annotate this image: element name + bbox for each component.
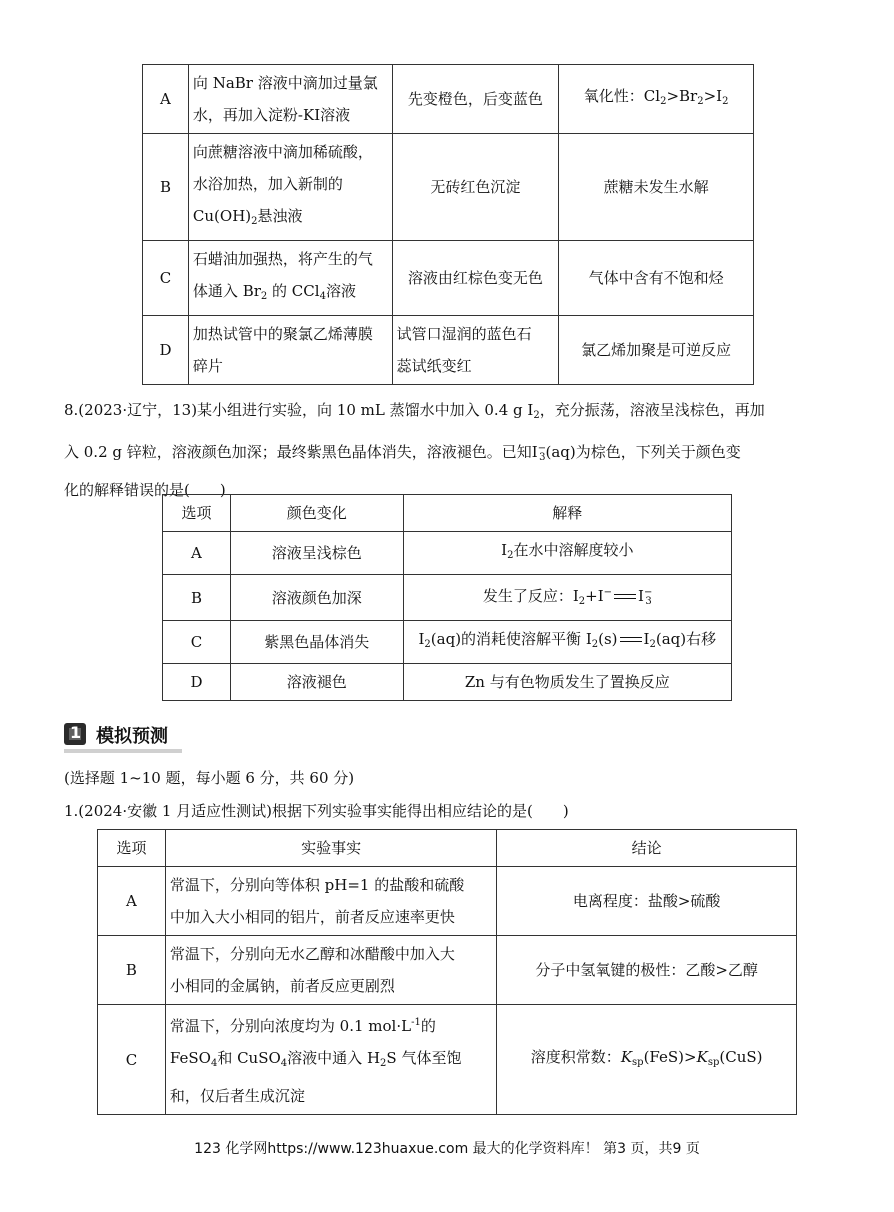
cell-text: (FeS)>	[643, 1047, 697, 1066]
operation-cell	[188, 316, 392, 385]
cell-line: 蕊试纸变红	[396, 357, 472, 375]
table-2	[162, 494, 732, 701]
cell-text: 的	[420, 1017, 436, 1035]
color-cell: 溶液颜色加深	[230, 575, 403, 621]
cell-text: K	[620, 1047, 633, 1066]
option-cell: B	[163, 575, 231, 621]
option-cell: D	[143, 316, 189, 385]
option-cell: A	[163, 532, 231, 575]
cell-text: (CuS)	[719, 1047, 763, 1066]
cell-text: I	[638, 587, 644, 605]
conclusion-cell: 气体中含有不饱和烃	[559, 241, 754, 316]
question-block	[64, 762, 824, 828]
cell-line: FeSO$_4$和 CuSO$_4$溶液中通入 $H_2S$ 气体至饱	[169, 1049, 462, 1069]
cell-line: 向 NaBr 溶液中滴加过量氯	[192, 74, 378, 92]
section-number: 1	[70, 723, 82, 742]
cell-text: I	[501, 541, 508, 559]
table-1	[142, 64, 754, 385]
fact-cell	[165, 1005, 496, 1115]
table-row	[163, 664, 732, 701]
table-header-row	[98, 830, 797, 867]
option-cell: A	[143, 65, 189, 134]
cell-text: 氧化性：Cl	[583, 87, 661, 105]
question-text: 8.(2023·辽宁，13)某小组进行实验，向 10 mL 蒸馏水中加入 0.4 g I	[64, 401, 534, 419]
question-1: 1.(2024·安徽 1 月适应性测试)根据下列实验事实能得出相应结论的是( )	[64, 802, 569, 820]
cell-text: >I	[703, 87, 723, 105]
column-header: 实验事实	[165, 830, 496, 867]
option-cell: C	[143, 241, 189, 316]
fact-cell	[165, 936, 496, 1005]
conclusion-cell: 电离程度：盐酸>硫酸	[497, 867, 797, 936]
operation-cell	[188, 65, 392, 134]
section-title: 模拟预测	[96, 726, 168, 747]
page-footer: 123 化学网https://www.123huaxue.com 最大的化学资料库！ 第3 页，共9 页	[194, 1141, 700, 1157]
cell-line: 常温下，分别向无水乙醇和冰醋酸中加入大	[169, 945, 455, 963]
table-3	[97, 829, 797, 1115]
question-line: 化的解释错误的是( )	[64, 481, 226, 499]
option-cell: B	[98, 936, 166, 1005]
color-cell: 溶液呈浅棕色	[230, 532, 403, 575]
option-cell: D	[163, 664, 231, 701]
cell-line: 常温下，分别向浓度均为 0.1 $mol\cdot L^{-1}$的	[169, 1017, 436, 1035]
cell-text: 溶液	[325, 282, 356, 300]
cell-line: 碎片	[192, 357, 223, 375]
conclusion-cell: 氧化性：$Cl_2>Br_2>I_2$	[559, 65, 754, 134]
cell-line: 水浴加热，加入新制的	[192, 175, 343, 193]
section-underline	[64, 749, 182, 753]
question-line: 8.(2023·辽宁，13)某小组进行实验，向 10 mL 蒸馏水中加入 0.4 g $I_2$，充分振荡，溶液呈浅棕色，再加	[64, 401, 765, 421]
table-row	[98, 1005, 797, 1115]
cell-text: 的 CCl	[267, 282, 320, 300]
cell-line: $Cu(OH)_2$悬浊液	[192, 207, 303, 227]
cell-text: 体通入 Br	[192, 282, 261, 300]
phenomenon-cell	[392, 316, 559, 385]
cell-text: 常温下，分别向浓度均为 0.1 mol·L	[169, 1017, 412, 1035]
column-header: 结论	[497, 830, 797, 867]
cell-text: 在水中溶解度较小	[513, 541, 634, 559]
table-row	[163, 532, 732, 575]
table-row	[143, 316, 754, 385]
column-header: 颜色变化	[230, 495, 403, 532]
option-cell: C	[163, 621, 231, 664]
cell-text: K	[696, 1047, 708, 1066]
column-header: 解释	[403, 495, 731, 532]
explanation-cell: $I_2(aq)$的消耗使溶解平衡 $I_2(s)$ $I_2(aq)$右移	[403, 621, 731, 664]
cell-text: >Br	[666, 87, 698, 105]
cell-text: 悬浊液	[257, 207, 303, 225]
fact-cell	[165, 867, 496, 936]
conclusion-cell: 分子中氢氧键的极性：乙酸>乙醇	[497, 936, 797, 1005]
cell-text: 溶度积常数：	[530, 1047, 621, 1066]
cell-text: S 气体至饱	[386, 1049, 462, 1067]
cell-line: 水，再加入淀粉-KI溶液	[192, 106, 351, 124]
explanation-cell: 发生了反应：$I_2+I^-$ $I^-_3$	[403, 575, 731, 621]
cell-text: 和 CuSO	[217, 1049, 281, 1067]
cell-line: 向蔗糖溶液中滴加稀硫酸，	[192, 143, 373, 161]
column-header: 选项	[98, 830, 166, 867]
cell-text: (s)	[598, 630, 618, 648]
option-cell: A	[98, 867, 166, 936]
question-text: 入 0.2 g 锌粒，溶液颜色加深；最终紫黑色晶体消失，溶液褪色。已知I	[64, 443, 538, 461]
table-row	[163, 575, 732, 621]
column-header: 选项	[163, 495, 231, 532]
phenomenon-cell: 无砖红色沉淀	[392, 134, 559, 241]
option-cell: C	[98, 1005, 166, 1115]
table-row	[143, 65, 754, 134]
conclusion-cell: 溶度积常数：$K_{sp}(FeS)>K_{sp}(CuS)$	[497, 1005, 797, 1115]
cell-text: +I	[585, 587, 604, 605]
explanation-cell: $I_2$在水中溶解度较小	[403, 532, 731, 575]
question-8	[64, 394, 824, 507]
table-row	[143, 134, 754, 241]
table-header-row	[163, 495, 732, 532]
cell-line: 试管口湿润的蓝色石	[396, 325, 532, 343]
cell-line: 加热试管中的聚氯乙烯薄膜	[192, 325, 373, 343]
cell-text: 发生了反应：I	[482, 587, 579, 605]
color-cell: 溶液褪色	[230, 664, 403, 701]
cell-line: 体通入 $Br_2$ 的 CCl$_4$溶液	[192, 282, 356, 302]
operation-cell	[188, 241, 392, 316]
operation-cell	[188, 134, 392, 241]
section-heading	[64, 722, 184, 748]
equilibrium-arrow-icon	[620, 636, 642, 644]
cell-text: FeSO	[169, 1049, 211, 1067]
cell-text: (aq)右移	[655, 630, 717, 648]
color-cell: 紫黑色晶体消失	[230, 621, 403, 664]
table-row	[143, 241, 754, 316]
explanation-cell: Zn 与有色物质发生了置换反应	[403, 664, 731, 701]
phenomenon-cell: 先变橙色，后变蓝色	[392, 65, 559, 134]
conclusion-cell: 氯乙烯加聚是可逆反应	[559, 316, 754, 385]
cell-line: 常温下，分别向等体积 pH=1 的盐酸和硫酸	[169, 876, 465, 894]
table-row	[163, 621, 732, 664]
cell-text: I	[418, 630, 425, 648]
cell-line: 石蜡油加强热，将产生的气	[192, 250, 373, 268]
cell-line: 中加入大小相同的铝片，前者反应速率更快	[169, 908, 455, 926]
question-text: ，充分振荡，溶液呈浅棕色，再加	[539, 401, 765, 419]
cell-line: 小相同的金属钠，前者反应更剧烈	[169, 977, 395, 995]
cell-text: I	[643, 630, 650, 648]
equilibrium-arrow-icon	[614, 593, 636, 601]
option-cell: B	[143, 134, 189, 241]
phenomenon-cell: 溶液由红棕色变无色	[392, 241, 559, 316]
question-text: (aq)为棕色，下列关于颜色变	[545, 443, 741, 461]
conclusion-cell: 蔗糖未发生水解	[559, 134, 754, 241]
instructions: (选择题 1~10 题，每小题 6 分，共 60 分)	[64, 769, 355, 787]
cell-text: Cu(OH)	[192, 207, 252, 225]
question-line: 入 0.2 g 锌粒，溶液颜色加深；最终紫黑色晶体消失，溶液褪色。已知$I^-_3(aq)$为棕色，下列关于颜色变	[64, 443, 741, 463]
table-row	[98, 867, 797, 936]
cell-text: 溶液中通入 H	[287, 1049, 381, 1067]
table-row	[98, 936, 797, 1005]
cell-text: (aq)的消耗使溶解平衡 I	[430, 630, 592, 648]
cell-line: 和，仅后者生成沉淀	[169, 1087, 305, 1105]
